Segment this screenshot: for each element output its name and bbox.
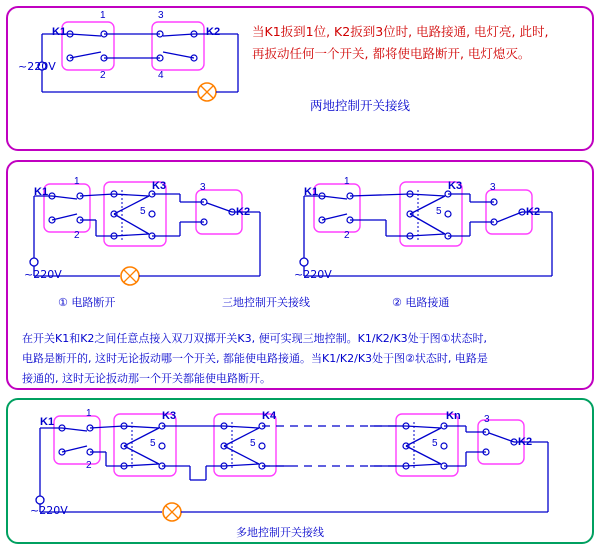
panel3-k3-terminal-5: 5	[150, 438, 156, 449]
panel3-k2-terminal-3: 3	[484, 414, 490, 425]
panel1-caption-blue: 两地控制开关接线	[310, 98, 411, 113]
panel2-right-terminal-1: 1	[344, 176, 350, 187]
panel3-caption-blue: 多地控制开关接线	[236, 526, 324, 539]
panel2-right-k3-terminal-5: 5	[436, 206, 442, 217]
panel3-k1-terminal-1: 1	[86, 408, 92, 419]
panel1-caption-line2: 再扳动任何一个开关, 都将使电路断开, 电灯熄灭。	[252, 46, 531, 61]
panel2-left-supply-label: ~220V	[24, 268, 62, 281]
panel2-explain-line2: 电路是断开的, 这时无论扳动哪一个开关, 都能使电路接通。当K1/K2/K3处于图②状态时, 电路是	[22, 352, 488, 365]
panel1-k2-label: K2	[206, 26, 221, 38]
panel2-right-k1-label: K1	[304, 186, 319, 198]
panel2-right-k2-label: K2	[526, 206, 541, 218]
panel2-left-caption: ① 电路断开	[58, 296, 116, 309]
panel2-right-terminal-2: 2	[344, 230, 350, 241]
panel3-kn-terminal-5: 5	[432, 438, 438, 449]
panel1-caption-line1: 当K1扳到1位, K2扳到3位时, 电路接通, 电灯亮, 此时,	[252, 24, 549, 39]
panel1-terminal-4: 4	[158, 70, 164, 81]
panel3-k1-label: K1	[40, 416, 55, 428]
panel2-center-caption: 三地控制开关接线	[222, 296, 310, 309]
panel2-left-k3-terminal-5: 5	[140, 206, 146, 217]
panel1-k1-label: K1	[52, 26, 67, 38]
panel2-left-terminal-2: 2	[74, 230, 80, 241]
panel2-left-k3-label: K3	[152, 180, 167, 192]
panel2-left-k2-terminal-3: 3	[200, 182, 206, 193]
panel1-terminal-3: 3	[158, 10, 164, 21]
panel3-k3-label: K3	[162, 410, 177, 422]
panel1-terminal-1: 1	[100, 10, 106, 21]
panel2-right-k2-terminal-3: 3	[490, 182, 496, 193]
panel3-k2-label: K2	[518, 436, 533, 448]
panel2-right-k3-label: K3	[448, 180, 463, 192]
panel3-k4-terminal-5: 5	[250, 438, 256, 449]
panel3-k1-terminal-2: 2	[86, 460, 92, 471]
panel2-explain-line3: 接通的, 这时无论扳动那一个开关都能使电路断开。	[22, 372, 271, 385]
panel2-left-k2-label: K2	[236, 206, 251, 218]
panel1-supply-label: ~220V	[18, 60, 56, 73]
panel3-supply-label: ~220V	[30, 504, 68, 517]
panel1-terminal-2: 2	[100, 70, 106, 81]
panel2-right-caption: ② 电路接通	[392, 296, 450, 309]
panel2-left-k1-label: K1	[34, 186, 49, 198]
panel3-k4-label: K4	[262, 410, 277, 422]
panel3-kn-label: Kn	[446, 410, 461, 422]
panel2-right-supply-label: ~220V	[294, 268, 332, 281]
panel2-explain-line1: 在开关K1和K2之间任意点接入双刀双掷开关K3, 便可实现三地控制。K1/K2/K3处于图①状态时,	[22, 332, 488, 345]
panel2-left-terminal-1: 1	[74, 176, 80, 187]
